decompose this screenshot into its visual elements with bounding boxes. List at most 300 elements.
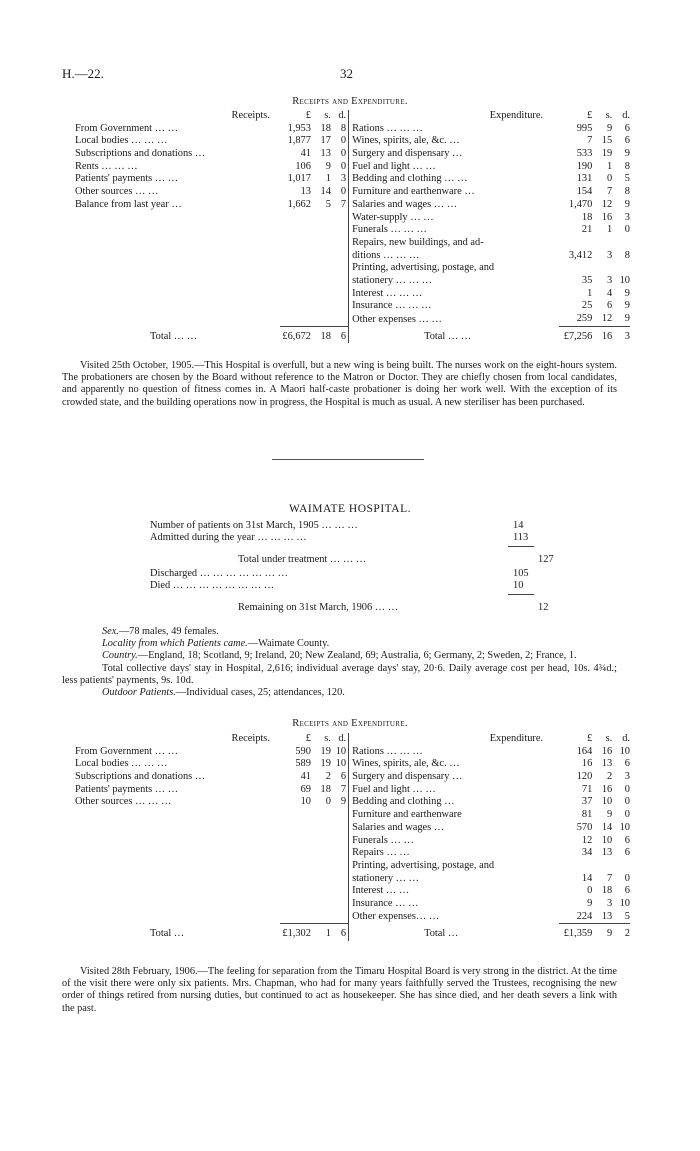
- receipt-shillings: 19: [320, 745, 331, 757]
- stat-label: Remaining on 31st March, 1906 … …: [238, 602, 399, 613]
- receipt-label: [75, 224, 280, 237]
- total-expenditure-pence: 3: [612, 326, 630, 343]
- expenditure-label: Other expenses… …: [349, 911, 559, 924]
- outdoor-text: —Individual cases, 25; attendances, 120.: [175, 687, 345, 699]
- expenditure-label: Rations … … …: [349, 123, 559, 136]
- expenditure-shillings: 2: [607, 771, 613, 783]
- shilling-head: s.: [324, 733, 331, 744]
- total-receipts-shillings: 1: [311, 924, 331, 941]
- receipt-label: [75, 835, 280, 848]
- receipt-label: [75, 911, 280, 924]
- outdoor-label: Outdoor Patients.: [102, 687, 176, 699]
- locality-text: —Waimate County.: [247, 638, 330, 650]
- expenditure-pence: 9: [624, 300, 630, 312]
- account-row: [75, 186, 630, 199]
- expenditure-pounds: 1,470: [568, 198, 593, 210]
- expenditure-pence: 8: [624, 249, 630, 261]
- receipt-shillings: 13: [320, 148, 331, 160]
- receipt-shillings: 14: [320, 186, 331, 198]
- account-row: [75, 300, 630, 313]
- stat-value: 14: [513, 520, 524, 531]
- expenditure-pounds: 120: [576, 771, 593, 783]
- total-receipts-label: Total …: [150, 928, 185, 940]
- expenditure-shillings: 13: [601, 847, 613, 859]
- stat-value: 113: [513, 532, 529, 543]
- expenditure-heading: Expenditure.: [349, 733, 559, 746]
- receipt-label: Balance from last year …: [75, 198, 182, 210]
- expenditure-pounds: 533: [576, 148, 593, 160]
- receipt-pounds: [280, 212, 311, 225]
- expenditure-label: Interest … …: [349, 885, 559, 898]
- receipt-label: [75, 873, 280, 886]
- receipt-label: [75, 275, 280, 288]
- locality-line: [62, 638, 617, 650]
- receipt-pence: 0: [340, 135, 347, 147]
- receipt-pounds: [280, 822, 311, 835]
- country-text: —England, 18; Scotland, 9; Ireland, 20; New Zealand, 69; Australia, 6; Germany, 2; Sweden, 2; France, 1.: [137, 650, 577, 662]
- expenditure-pounds: 16: [581, 758, 593, 770]
- stat-row: [150, 532, 570, 544]
- receipt-shillings: [311, 275, 331, 288]
- expenditure-pence: 0: [624, 783, 630, 795]
- receipt-pounds: 1,662: [287, 198, 311, 210]
- expenditure-shillings: 10: [601, 796, 613, 808]
- receipt-label: Patients' payments … …: [75, 173, 179, 185]
- expenditure-pounds: 570: [576, 821, 593, 833]
- stat-value: 105: [513, 568, 529, 579]
- receipt-shillings: [311, 885, 331, 898]
- receipt-pounds: [280, 275, 311, 288]
- expenditure-shillings: 14: [601, 821, 613, 833]
- receipt-pence: 7: [340, 783, 347, 795]
- locality-label: Locality from which Patients came.: [102, 638, 248, 650]
- account-row: [75, 784, 630, 797]
- receipt-pence: [331, 847, 349, 860]
- total-receipts-shillings: 18: [311, 326, 331, 343]
- receipt-label: Other sources … … …: [75, 796, 172, 808]
- visit-note-2: [62, 966, 617, 1015]
- expenditure-shillings: 13: [601, 910, 613, 922]
- receipt-pounds: 1,877: [287, 135, 311, 147]
- receipt-label: From Government … …: [75, 745, 179, 757]
- receipt-label: Local bodies … … …: [75, 758, 168, 770]
- expenditure-label: Surgery and dispensary …: [349, 771, 559, 784]
- stat-total: 127: [538, 554, 554, 565]
- receipt-label: Patients' payments … …: [75, 783, 179, 795]
- expenditure-shillings: 18: [601, 885, 613, 897]
- receipt-pence: 0: [340, 160, 347, 172]
- receipt-pence: [331, 212, 349, 225]
- receipt-pence: 10: [335, 745, 347, 757]
- expenditure-shillings: 1: [607, 224, 613, 236]
- receipt-shillings: [311, 224, 331, 237]
- pound-head: £: [587, 110, 593, 121]
- expenditure-shillings: 19: [601, 148, 613, 160]
- receipt-shillings: 0: [325, 796, 331, 808]
- receipt-pounds: 41: [300, 148, 311, 160]
- expenditure-pounds: 81: [581, 809, 593, 821]
- total-expenditure-pounds: £7,256: [559, 326, 592, 343]
- pound-head: £: [305, 733, 311, 744]
- outdoor-line: [62, 687, 617, 699]
- expenditure-label: stationery … …: [349, 873, 559, 886]
- expenditure-pence: 5: [624, 910, 630, 922]
- pound-head: £: [587, 733, 593, 744]
- receipt-pounds: 1,953: [287, 122, 311, 134]
- total-row: [75, 326, 630, 343]
- receipt-pence: [331, 288, 349, 301]
- expenditure-shillings: 16: [601, 745, 613, 757]
- total-expenditure-label: Total … …: [349, 326, 559, 343]
- receipt-shillings: 17: [320, 135, 331, 147]
- account-row: [75, 758, 630, 771]
- receipt-pence: [331, 300, 349, 313]
- pence-head: d.: [338, 733, 347, 744]
- expenditure-label: Repairs, new buildings, and ad-: [349, 237, 559, 250]
- receipt-pounds: [280, 885, 311, 898]
- expenditure-pence: 9: [624, 313, 630, 324]
- receipt-shillings: [311, 873, 331, 886]
- stay-line: Total collective days' stay in Hospital, 2,616; individual average days' stay, 20·6. Daily average cost per head, 10s. 4¾d.; less patients' payments, 9s. 10d.: [62, 662, 617, 686]
- total-expenditure-pence: 2: [612, 924, 630, 941]
- receipt-pounds: [280, 911, 311, 924]
- sum-rule: [508, 594, 534, 595]
- country-line: [62, 650, 617, 662]
- expenditure-label: Surgery and dispensary …: [349, 148, 559, 161]
- expenditure-pence: 6: [624, 885, 630, 897]
- patient-stats: [150, 520, 570, 614]
- receipt-label: Subscriptions and donations …: [75, 771, 206, 783]
- expenditure-shillings: 3: [607, 249, 613, 261]
- visit-note-1: [62, 360, 617, 409]
- expenditure-pounds: 190: [576, 160, 593, 172]
- account-row: [75, 796, 630, 809]
- stat-value: 10: [513, 580, 524, 591]
- receipt-pounds: 590: [295, 745, 311, 757]
- total-receipts-pounds: £1,302: [280, 924, 311, 941]
- account-row: [75, 250, 630, 263]
- expenditure-label: Printing, advertising, postage, and: [349, 262, 559, 275]
- receipt-pounds: 106: [295, 160, 311, 172]
- stat-label: Total under treatment … … …: [238, 554, 367, 565]
- accounts-table-2: [75, 733, 630, 941]
- receipt-pence: 7: [340, 198, 347, 210]
- account-row: [75, 873, 630, 886]
- account-row: [75, 262, 630, 275]
- shilling-head: s.: [605, 110, 613, 121]
- sex-text: —78 males, 49 females.: [118, 626, 219, 637]
- expenditure-pence: 9: [624, 287, 630, 299]
- receipt-pounds: 589: [295, 758, 311, 770]
- receipt-shillings: [311, 262, 331, 275]
- expenditure-pence: 10: [619, 745, 630, 757]
- expenditure-shillings: 6: [607, 300, 613, 312]
- account-row: [75, 288, 630, 301]
- expenditure-label: Printing, advertising, postage, and: [349, 860, 559, 873]
- expenditure-pounds: 18: [581, 211, 593, 223]
- receipt-pence: [331, 822, 349, 835]
- receipt-pence: [331, 835, 349, 848]
- expenditure-pence: 0: [624, 224, 630, 236]
- receipt-pence: [331, 237, 349, 250]
- expenditure-shillings: 9: [607, 122, 613, 134]
- stat-label: Admitted during the year … … … …: [150, 532, 307, 543]
- receipt-pounds: [280, 300, 311, 313]
- receipt-label: [75, 313, 280, 326]
- receipt-label: Other sources … …: [75, 186, 159, 198]
- receipt-pounds: [280, 873, 311, 886]
- expenditure-pence: 6: [624, 834, 630, 846]
- receipt-label: Subscriptions and donations …: [75, 148, 206, 160]
- expenditure-pence: 6: [624, 847, 630, 859]
- expenditure-label: stationery … … …: [349, 275, 559, 288]
- expenditure-heading: Expenditure.: [349, 110, 559, 123]
- account-row: [75, 212, 630, 225]
- expenditure-label: Bedding and clothing …: [349, 796, 559, 809]
- receipt-pounds: 13: [300, 186, 311, 198]
- expenditure-label: Rations … … …: [349, 746, 559, 759]
- expenditure-shillings: 7: [607, 186, 613, 198]
- stat-label: Number of patients on 31st March, 1905 … … …: [150, 520, 358, 531]
- receipt-pence: 3: [340, 173, 347, 185]
- receipt-shillings: [311, 288, 331, 301]
- shilling-head: s.: [605, 733, 613, 744]
- stat-label: Died … … … … … … … …: [150, 580, 275, 591]
- expenditure-pence: 10: [619, 274, 630, 286]
- total-expenditure-shillings: 16: [592, 326, 612, 343]
- receipt-pounds: [280, 224, 311, 237]
- expenditure-shillings: 9: [607, 809, 613, 821]
- account-row: [75, 809, 630, 822]
- expenditure-pence: 8: [624, 160, 630, 172]
- account-row: [75, 746, 630, 759]
- expenditure-shillings: 12: [601, 313, 613, 324]
- expenditure-pence: 10: [619, 821, 630, 833]
- receipt-shillings: [311, 898, 331, 911]
- pence-head: d.: [622, 733, 630, 744]
- expenditure-pounds: 259: [576, 313, 593, 324]
- expenditure-pence: 0: [624, 809, 630, 821]
- expenditure-pence: 9: [624, 198, 630, 210]
- receipt-pounds: [280, 809, 311, 822]
- receipt-label: [75, 822, 280, 835]
- expenditure-pounds: 71: [581, 783, 593, 795]
- expenditure-pounds: [559, 860, 592, 873]
- expenditure-pence: [612, 860, 630, 873]
- receipt-shillings: 9: [325, 160, 331, 172]
- receipt-pounds: [280, 237, 311, 250]
- expenditure-shillings: 12: [601, 198, 613, 210]
- expenditure-pounds: [559, 237, 592, 250]
- receipt-label: [75, 898, 280, 911]
- expenditure-pence: [612, 262, 630, 275]
- receipt-shillings: [311, 809, 331, 822]
- expenditure-pence: 3: [624, 771, 630, 783]
- receipt-pence: 0: [340, 186, 347, 198]
- expenditure-pence: 8: [624, 186, 630, 198]
- total-row: [75, 924, 630, 941]
- receipt-shillings: [311, 313, 331, 326]
- expenditure-label: Insurance … …: [349, 898, 559, 911]
- receipt-pence: [331, 898, 349, 911]
- account-row: [75, 161, 630, 174]
- page-number: 32: [340, 66, 353, 81]
- receipt-shillings: [311, 237, 331, 250]
- expenditure-shillings: 0: [607, 173, 613, 185]
- expenditure-label: Water-supply … …: [349, 212, 559, 225]
- account-row: [75, 123, 630, 136]
- expenditure-label: Insurance … … …: [349, 300, 559, 313]
- receipt-pence: 8: [340, 122, 347, 134]
- expenditure-pounds: 3,412: [568, 249, 593, 261]
- expenditure-pounds: 7: [587, 135, 593, 147]
- receipt-pounds: [280, 847, 311, 860]
- account-row: [75, 885, 630, 898]
- expenditure-shillings: 4: [607, 287, 613, 299]
- receipt-shillings: 19: [320, 758, 331, 770]
- expenditure-pounds: 995: [576, 122, 593, 134]
- report-code: H.—22.: [62, 66, 104, 81]
- receipt-pence: 10: [335, 758, 347, 770]
- stat-total: 12: [538, 602, 549, 613]
- expenditure-label: Bedding and clothing … …: [349, 173, 559, 186]
- expenditure-shillings: [592, 237, 612, 250]
- expenditure-shillings: 3: [607, 897, 613, 909]
- section-divider: [272, 459, 424, 460]
- receipt-shillings: 1: [325, 173, 331, 185]
- receipt-shillings: [311, 860, 331, 873]
- receipt-shillings: [311, 847, 331, 860]
- total-receipts-pounds: £6,672: [280, 326, 311, 343]
- country-label: Country.: [102, 650, 138, 662]
- receipt-pence: 6: [340, 771, 347, 783]
- receipt-pounds: [280, 250, 311, 263]
- expenditure-pounds: 9: [587, 897, 593, 909]
- expenditure-label: Wines, spirits, ale, &c. …: [349, 758, 559, 771]
- receipt-pence: 0: [340, 148, 347, 160]
- receipt-shillings: [311, 835, 331, 848]
- sex-line: [62, 626, 617, 638]
- visit-note-text: Visited 28th February, 1906.—The feeling for separation from the Timaru Hospital Board is very strong in the district. At the time of the visit there were only six patients. Mrs. Chapman, who had for many years faithfully served the Trustees, recognising the new order of things retired from nursing duties, but continued to act as housekeeper. She has since died, and her death severs a link with the past.: [62, 966, 617, 1014]
- pound-head: £: [305, 110, 311, 121]
- receipt-pounds: 41: [300, 771, 311, 783]
- expenditure-pounds: 14: [581, 872, 593, 884]
- receipt-pence: [331, 911, 349, 924]
- stat-label: Discharged … … … … … … …: [150, 568, 289, 579]
- receipt-label: [75, 250, 280, 263]
- receipt-pounds: [280, 898, 311, 911]
- account-row: [75, 911, 630, 924]
- total-receipts-label: Total … …: [150, 330, 198, 342]
- account-row: [75, 771, 630, 784]
- account-row: [75, 847, 630, 860]
- pence-head: d.: [338, 110, 347, 121]
- expenditure-pounds: 0: [587, 885, 593, 897]
- expenditure-label: Salaries and wages …: [349, 822, 559, 835]
- receipt-label: From Government … …: [75, 122, 179, 134]
- expenditure-pounds: 1: [587, 287, 593, 299]
- expenditure-pence: 3: [624, 211, 630, 223]
- expenditure-label: Furniture and earthenware …: [349, 186, 559, 199]
- expenditure-label: Salaries and wages … …: [349, 199, 559, 212]
- expenditure-label: ditions … … …: [349, 250, 559, 263]
- expenditure-pence: 9: [624, 148, 630, 160]
- receipt-label: [75, 262, 280, 275]
- receipt-pounds: [280, 288, 311, 301]
- expenditure-label: Wines, spirits, ale, &c. …: [349, 135, 559, 148]
- expenditure-pounds: 154: [576, 186, 593, 198]
- receipt-label: Rents … … …: [75, 160, 138, 172]
- receipt-pence: [331, 873, 349, 886]
- expenditure-shillings: [592, 860, 612, 873]
- receipt-pence: 9: [340, 796, 347, 808]
- receipt-pounds: 69: [300, 783, 311, 795]
- expenditure-label: Funerals … … …: [349, 224, 559, 237]
- receipt-shillings: 5: [325, 198, 331, 210]
- patient-notes: [62, 626, 617, 699]
- account-row: [75, 224, 630, 237]
- receipt-label: [75, 212, 280, 225]
- receipt-pounds: [280, 262, 311, 275]
- expenditure-pounds: 34: [581, 847, 593, 859]
- expenditure-pounds: 131: [576, 173, 593, 185]
- expenditure-pounds: 21: [581, 224, 593, 236]
- expenditure-shillings: 16: [601, 783, 613, 795]
- account-row: [75, 135, 630, 148]
- receipt-pounds: [280, 835, 311, 848]
- account-row: [75, 860, 630, 873]
- visit-note-text: Visited 25th October, 1905.—This Hospital is overfull, but a new wing is being built. The nurses work on the eight-hours system. The probationers are chosen by the Board without reference to the Matron or Doctor. They are chiefly chosen from local candidates, and apparently no question of fitness comes in. A Maori half-caste probationer is doing her work well. With the exception of its crowded state, and the building operations now in progress, the Hospital is much as usual. A new steriliser has been purchased.: [62, 360, 617, 408]
- expenditure-label: Other expenses … …: [349, 313, 559, 326]
- receipt-shillings: [311, 250, 331, 263]
- receipt-pounds: [280, 860, 311, 873]
- receipt-label: [75, 847, 280, 860]
- hospital-title: WAIMATE HOSPITAL.: [289, 503, 411, 515]
- expenditure-pounds: 224: [576, 910, 593, 922]
- shilling-head: s.: [324, 110, 331, 121]
- receipts-heading: Receipts.: [231, 110, 270, 121]
- section-caption: Receipts and Expenditure.: [292, 96, 408, 107]
- receipt-label: [75, 300, 280, 313]
- account-row: [75, 148, 630, 161]
- expenditure-pounds: 37: [581, 796, 593, 808]
- total-receipts-pence: 6: [331, 326, 349, 343]
- expenditure-shillings: [592, 262, 612, 275]
- stat-row: [150, 554, 570, 566]
- receipt-label: [75, 288, 280, 301]
- expenditure-pounds: 164: [576, 745, 593, 757]
- total-expenditure-label: Total …: [349, 924, 559, 941]
- stat-row: [150, 602, 570, 614]
- account-row: [75, 275, 630, 288]
- stat-row: [150, 580, 570, 592]
- expenditure-pence: 0: [624, 796, 630, 808]
- expenditure-shillings: 3: [607, 274, 613, 286]
- stat-row: [150, 520, 570, 532]
- account-row: [75, 199, 630, 212]
- receipt-label: Local bodies … … …: [75, 135, 168, 147]
- account-row: [75, 173, 630, 186]
- pence-head: d.: [622, 110, 630, 121]
- expenditure-pounds: [559, 262, 592, 275]
- expenditure-pounds: 35: [581, 274, 593, 286]
- expenditure-pence: [612, 237, 630, 250]
- expenditure-pence: 6: [624, 135, 630, 147]
- expenditure-shillings: 1: [607, 160, 613, 172]
- expenditure-label: Funerals … …: [349, 835, 559, 848]
- account-row: [75, 313, 630, 326]
- receipts-heading: Receipts.: [231, 733, 270, 744]
